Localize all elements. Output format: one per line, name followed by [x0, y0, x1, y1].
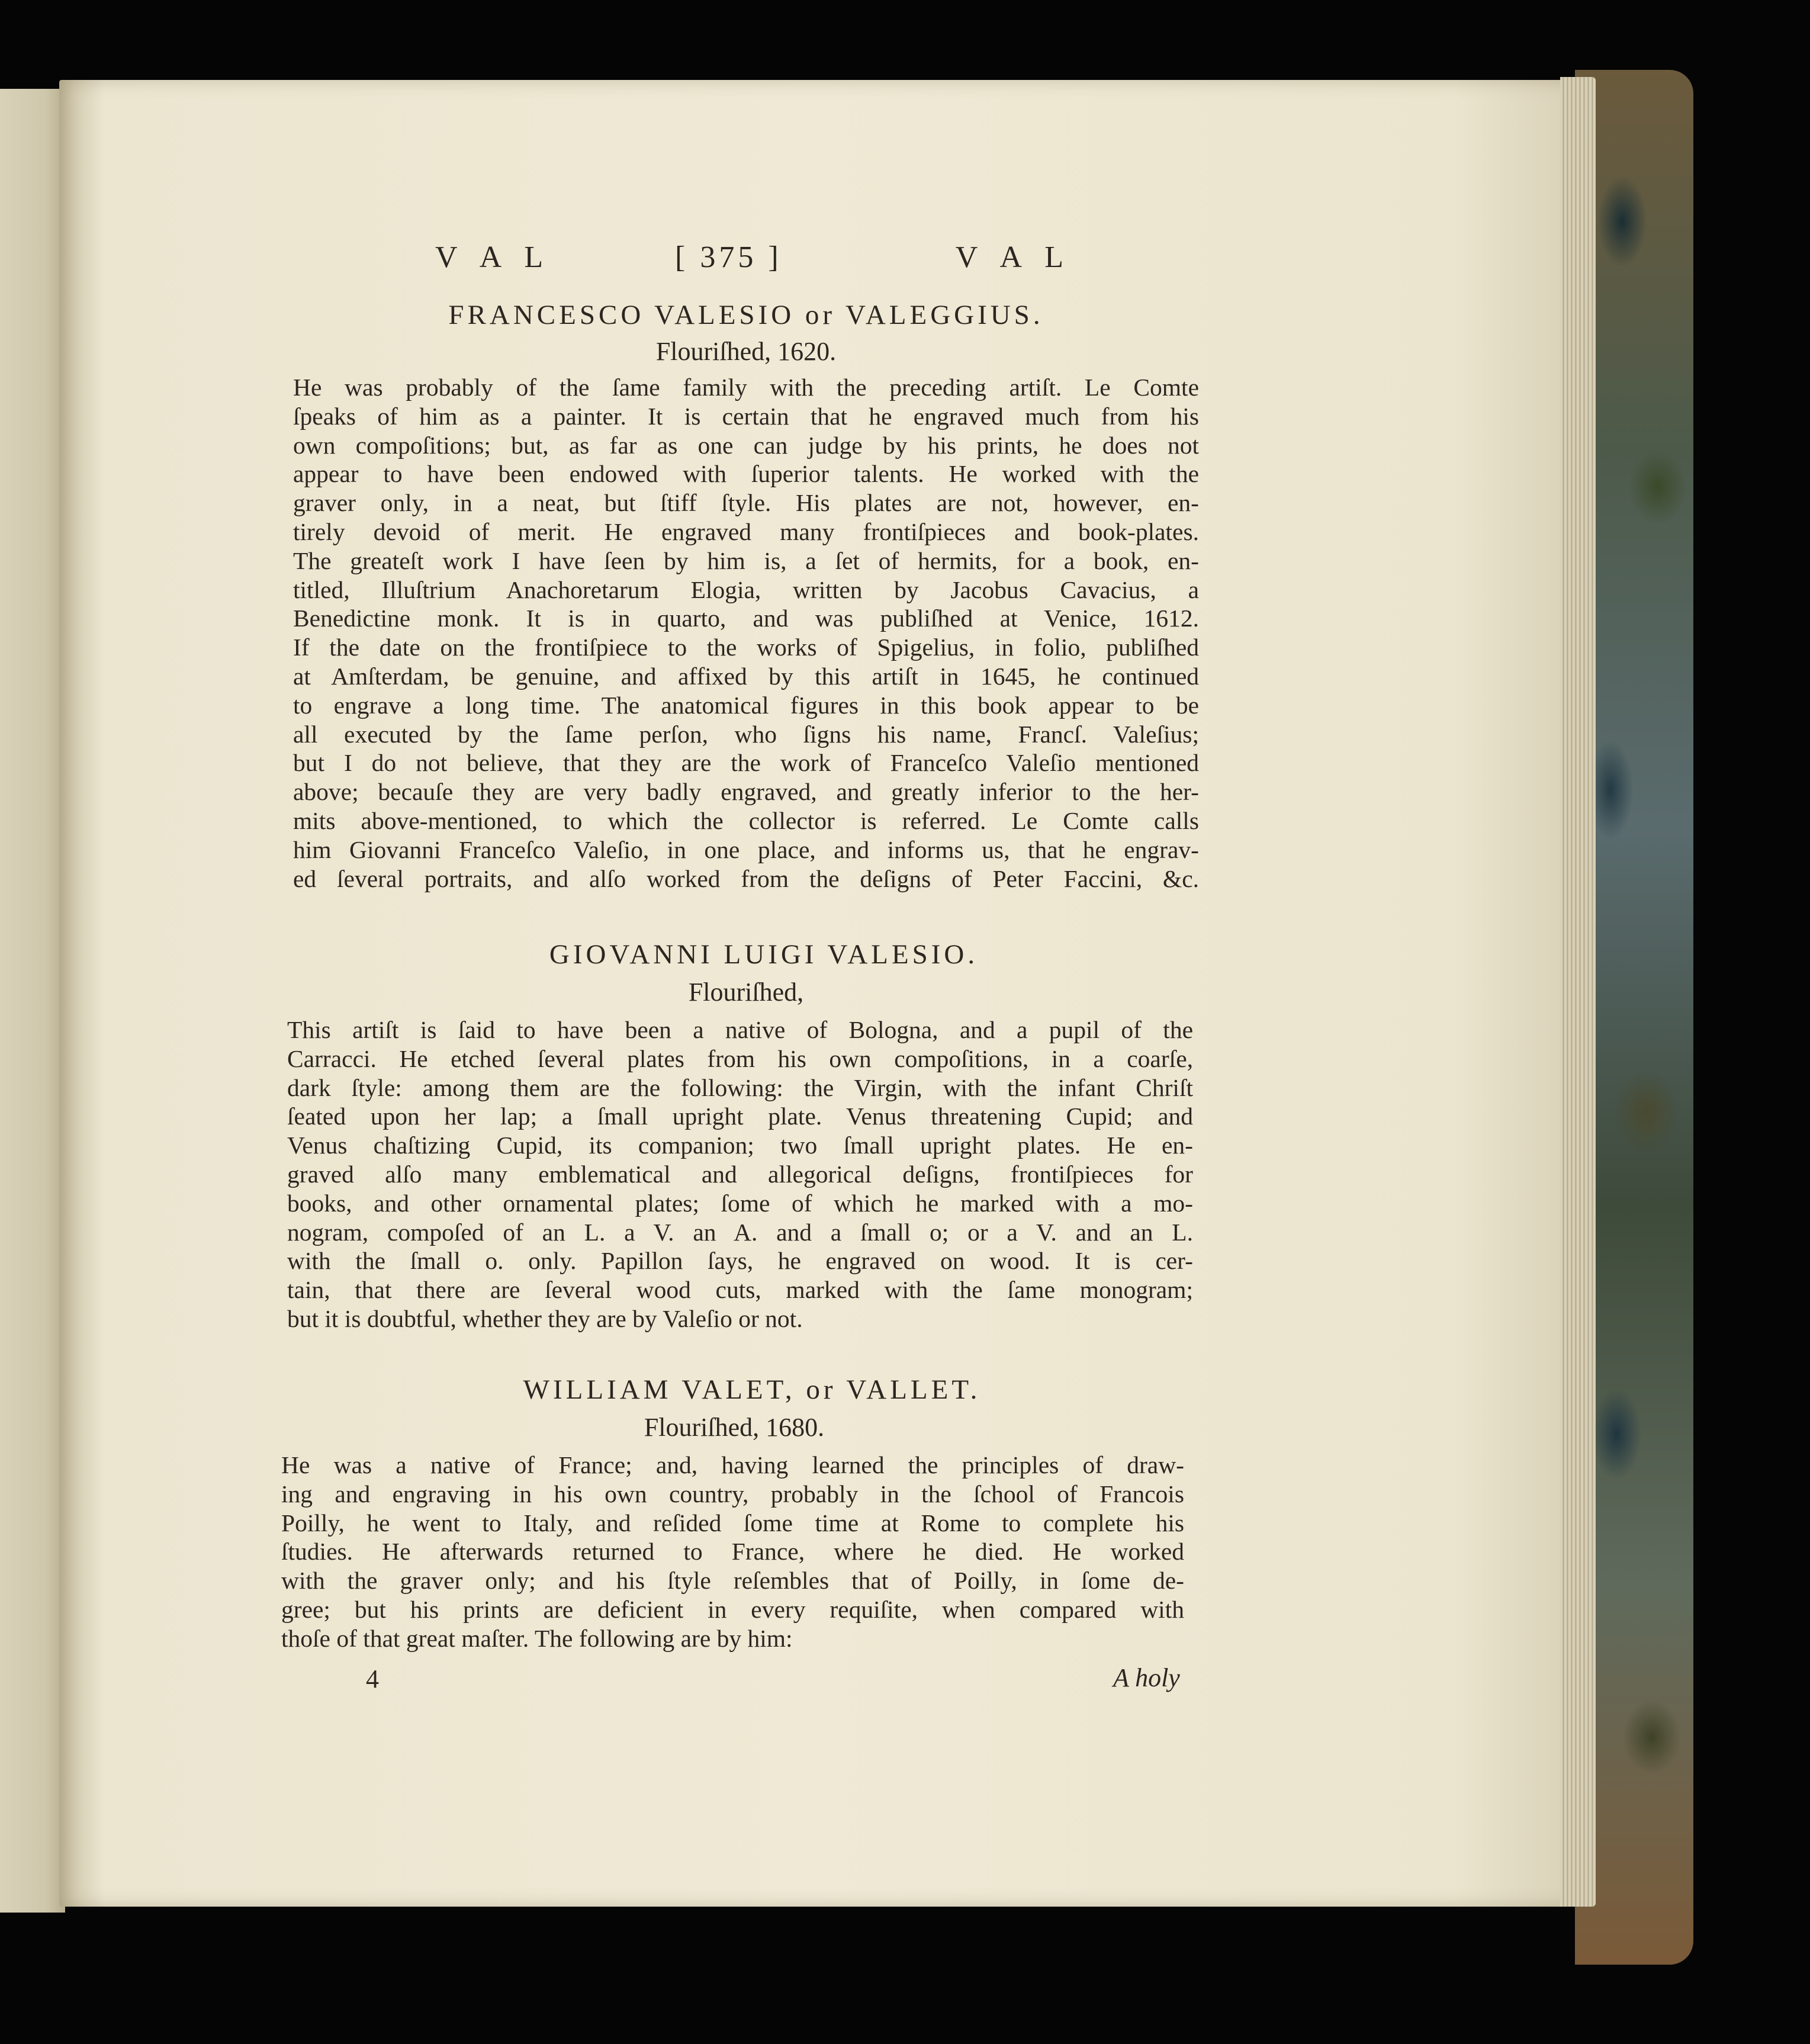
- text-line: all executed by the ſame perſon, who ſigns his name, Francſ. Valeſius;: [293, 720, 1199, 748]
- entry-heading: WILLIAM VALET, or VALLET.: [523, 1374, 981, 1405]
- entry-flourished: Flouriſhed, 1680.: [644, 1413, 825, 1442]
- text-line: ſpeaks of him as a painter. It is certain that he engraved much from his: [293, 402, 1199, 430]
- text-line: nogram, compoſed of an L. a V. an A. and a ſmall o; or a V. and an L.: [287, 1218, 1193, 1246]
- text-line: tain, that there are ſeveral wood cuts, marked with the ſame monogram;: [287, 1276, 1193, 1304]
- catchword: A holy: [1113, 1663, 1180, 1692]
- text-line: him Giovanni Franceſco Valeſio, in one place, and informs us, that he engrav-: [293, 835, 1199, 863]
- text-line: graved alſo many emblematical and allegorical deſigns, frontiſpieces for: [287, 1160, 1193, 1188]
- text-line: graver only, in a neat, but ſtiff ſtyle. His plates are not, however, en-: [293, 489, 1199, 517]
- text-line: thoſe of that great maſter. The following are by him:: [281, 1624, 793, 1652]
- running-head-right: V A L: [955, 240, 1072, 274]
- text-line: with the ſmall o. only. Papillon ſays, he engraved on wood. It is cer-: [287, 1247, 1193, 1275]
- text-line: He was a native of France; and, having learned the principles of draw-: [281, 1451, 1184, 1479]
- entry-heading: FRANCESCO VALESIO or VALEGGIUS.: [448, 300, 1044, 330]
- text-line: gree; but his prints are deficient in every requiſite, when compared with: [281, 1595, 1184, 1623]
- text-line: books, and other ornamental plates; ſome of which he marked with a mo-: [287, 1189, 1193, 1217]
- text-line: mits above-mentioned, to which the collector is referred. Le Comte calls: [293, 806, 1199, 834]
- text-line: appear to have been endowed with ſuperior talents. He worked with the: [293, 460, 1199, 488]
- text-line: but I do not believe, that they are the work of Franceſco Valeſio mentioned: [293, 749, 1199, 777]
- text-line: titled, Illuſtrium Anachoretarum Elogia, written by Jacobus Cavacius, a: [293, 576, 1199, 603]
- text-line: If the date on the frontiſpiece to the works of Spigelius, in folio, publiſhed: [293, 634, 1199, 661]
- entry-paragraph: [293, 373, 1199, 893]
- text-line: Benedictine monk. It is in quarto, and was publiſhed at Venice, 1612.: [293, 605, 1199, 632]
- entry-flourished: Flouriſhed, 1620.: [655, 337, 837, 366]
- text-line: Venus chaſtizing Cupid, its companion; two ſmall upright plates. He en-: [287, 1132, 1193, 1159]
- text-line: Carracci. He etched ſeveral plates from his own compoſitions, in a coarſe,: [287, 1045, 1193, 1072]
- text-line: tirely devoid of merit. He engraved many frontiſpieces and book-plates.: [293, 518, 1199, 545]
- text-line: He was probably of the ſame family with the preceding artiſt. Le Comte: [293, 374, 1199, 401]
- text-line: to engrave a long time. The anatomical figures in this book appear to be: [293, 691, 1199, 719]
- text-line: ſtudies. He afterwards returned to France, where he died. He worked: [281, 1538, 1184, 1566]
- entry-heading: GIOVANNI LUIGI VALESIO.: [549, 939, 979, 970]
- running-head-left: V A L: [435, 240, 552, 274]
- left-page-edge: [0, 89, 65, 1913]
- text-line: ing and engraving in his own country, probably in the ſchool of Francois: [281, 1480, 1184, 1508]
- page-number: [ 375 ]: [675, 240, 782, 274]
- signature-mark: 4: [366, 1664, 379, 1693]
- entry-flourished: Flouriſhed,: [688, 978, 804, 1007]
- entry-paragraph: [281, 1451, 1184, 1653]
- text-line: but it is doubtful, whether they are by Valeſio or not.: [287, 1304, 803, 1332]
- text-line: This artiſt is ſaid to have been a native of Bologna, and a pupil of the: [287, 1016, 1193, 1043]
- entry-paragraph: [287, 1015, 1193, 1333]
- text-line: ſeated upon her lap; a ſmall upright plate. Venus threatening Cupid; and: [287, 1103, 1193, 1130]
- text-line: ed ſeveral portraits, and alſo worked from the deſigns of Peter Faccini, &c.: [293, 864, 1199, 892]
- text-line: above; becauſe they are very badly engraved, and greatly inferior to the her-: [293, 778, 1199, 806]
- text-line: Poilly, he went to Italy, and reſided ſome time at Rome to complete his: [281, 1509, 1184, 1537]
- text-line: at Amſterdam, be genuine, and affixed by this artiſt in 1645, he continued: [293, 662, 1199, 690]
- running-head: [435, 240, 1072, 281]
- page-fore-edge: [1560, 77, 1596, 1907]
- text-line: with the graver only; and his ſtyle reſembles that of Poilly, in ſome de-: [281, 1567, 1184, 1595]
- text-line: own compoſitions; but, as far as one can judge by his prints, he does not: [293, 431, 1199, 459]
- text-line: dark ſtyle: among them are the following: the Virgin, with the infant Chriſt: [287, 1074, 1193, 1101]
- text-line: The greateſt work I have ſeen by him is, a ſet of hermits, for a book, en-: [293, 547, 1199, 574]
